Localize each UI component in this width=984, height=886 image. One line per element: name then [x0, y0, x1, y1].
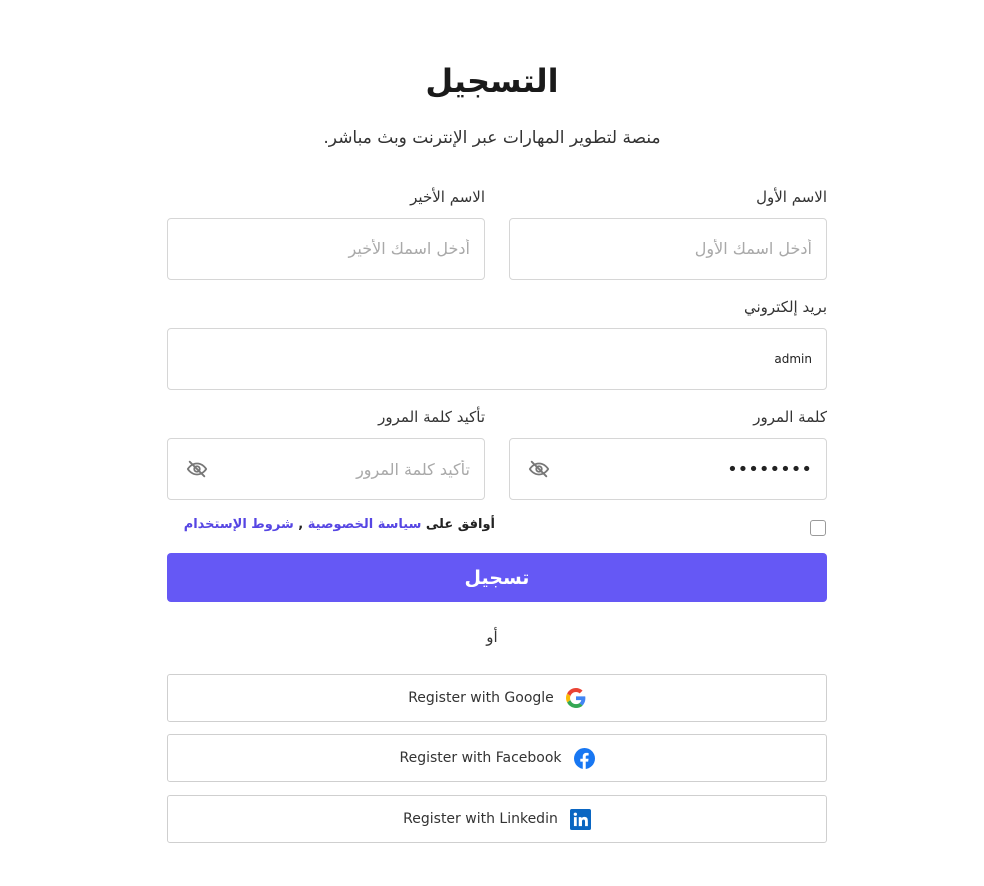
privacy-policy-link[interactable]: سياسة الخصوصية — [307, 517, 422, 532]
register-facebook-button[interactable] — [167, 734, 827, 782]
register-google-button[interactable] — [167, 674, 827, 722]
facebook-button-label: Register with Facebook — [399, 750, 562, 766]
confirm-password-label: تأكيد كلمة المرور — [378, 408, 485, 426]
register-linkedin-button[interactable] — [167, 795, 827, 843]
page-subtitle: منصة لتطوير المهارات عبر الإنترنت وبث مباشر. — [323, 128, 661, 148]
register-button[interactable]: تسجيل — [167, 553, 827, 602]
password-input[interactable] — [509, 438, 827, 500]
agree-text — [184, 517, 495, 532]
page-title: التسجيل — [425, 62, 559, 100]
google-icon — [566, 688, 586, 708]
terms-of-use-link[interactable]: شروط الإستخدام — [183, 517, 294, 532]
password-label: كلمة المرور — [753, 408, 827, 426]
facebook-icon — [574, 748, 595, 769]
last-name-label: الاسم الأخير — [410, 188, 485, 206]
agree-separator: , — [298, 517, 304, 532]
google-button-label: Register with Google — [408, 690, 554, 706]
email-input[interactable] — [167, 328, 827, 390]
or-divider: أو — [486, 628, 498, 646]
agree-row — [167, 514, 827, 538]
first-name-label: الاسم الأول — [756, 188, 827, 206]
confirm-password-input[interactable] — [167, 438, 485, 500]
linkedin-button-label: Register with Linkedin — [403, 811, 558, 827]
eye-off-icon[interactable] — [527, 457, 551, 481]
linkedin-icon — [570, 809, 591, 830]
email-label: بريد إلكتروني — [743, 298, 827, 316]
first-name-input[interactable] — [509, 218, 827, 280]
last-name-input[interactable] — [167, 218, 485, 280]
agree-prefix: أوافق على — [425, 517, 495, 532]
eye-off-icon[interactable] — [185, 457, 209, 481]
